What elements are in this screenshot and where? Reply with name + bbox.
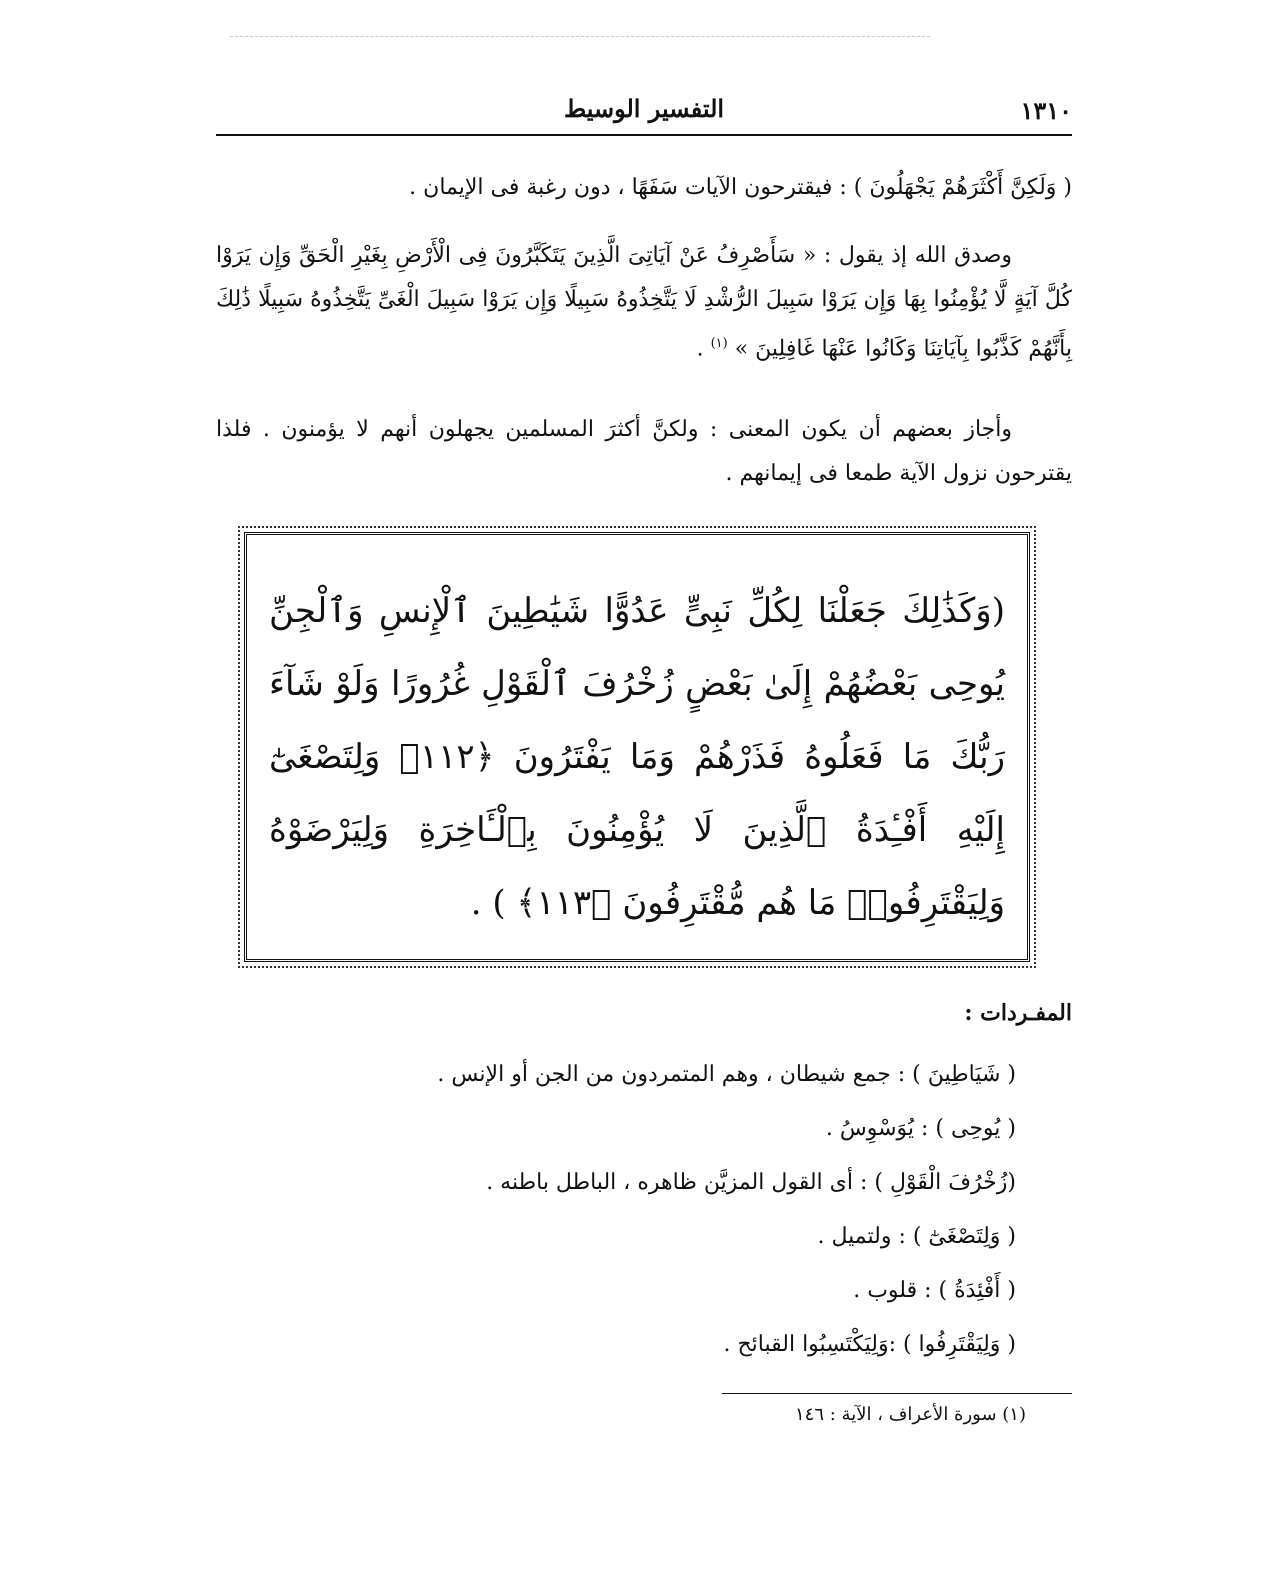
book-title: التفسير الوسيط: [563, 94, 725, 123]
paragraph-2-text: وصدق الله إذ يقول : « سَأَصْرِفُ عَنْ آيَاتِىَ الَّذِينَ يَتَكَبَّرُونَ فِى الْأَرْضِ بِغَيْرِ الْحَقِّ وَإِن يَرَوْا كُلَّ آيَةٍ لَّا يُؤْمِنُوا بِهَا وَإِن يَرَوْا سَبِيلَ الرُّشْدِ لَا يَتَّخِذُوهُ سَبِيلًا وَإِن يَرَوْا سَبِيلَ الْغَىِّ يَتَّخِذُوهُ سَبِيلًا ذَٰلِكَ بِأَنَّهُمْ كَذَّبُوا بِآيَاتِنَا وَكَانُوا عَنْهَا غَافِلِينَ »: [216, 243, 1072, 362]
vocabulary-item: ( شَيَاطِينَ ) : جمع شيطان ، وهم المتمردون من الجن أو الإنس .: [437, 1062, 1016, 1087]
page-number: ١٣١٠: [1020, 96, 1072, 125]
footnote-divider: [722, 1393, 1072, 1394]
paragraph-2: [216, 234, 1072, 371]
vocabulary-heading: المفـردات :: [964, 1000, 1072, 1026]
quran-verse-frame: [244, 532, 1030, 962]
vocabulary-item: ( وَلِتَصْغَىٰٓ ) : ولتميل .: [817, 1224, 1016, 1249]
footnote-reference: (١): [710, 336, 728, 351]
scan-artifact-line: [230, 36, 930, 37]
paragraph-2-end: .: [696, 336, 704, 362]
page-header: [216, 92, 1072, 136]
vocabulary-item: ( يُوحِى ) : يُوَسْوِسُ .: [825, 1116, 1016, 1141]
paragraph-3-text: وأجاز بعضهم أن يكون المعنى : ولكنَّ أكثرَ المسلمين يجهلون أنهم لا يؤمنون . فلذا يقترحون نزول الآية طمعا فى إيمانهم .: [216, 417, 1072, 486]
vocabulary-item: ( أَفْئِدَةُ ) : قلوب .: [853, 1278, 1016, 1303]
vocabulary-list: [216, 1048, 1016, 1372]
quran-verse-text: (وَكَذَٰلِكَ جَعَلْنَا لِكُلِّ نَبِىٍّ عَدُوًّا شَيَٰطِينَ ٱلْإِنسِ وَٱلْجِنِّ يُوحِى بَعْضُهُمْ إِلَىٰ بَعْضٍ زُخْرُفَ ٱلْقَوْلِ غُرُورًا وَلَوْ شَآءَ رَبُّكَ مَا فَعَلُوهُ فَذَرْهُمْ وَمَا يَفْتَرُونَ ﴿١١٢﴾ وَلِتَصْغَىٰٓ إِلَيْهِ أَفْـِٔدَةُ ٱلَّذِينَ لَا يُؤْمِنُونَ بِٱلْـَٔاخِرَةِ وَلِيَرْضَوْهُ وَلِيَقْتَرِفُوا۟ مَا هُم مُّقْتَرِفُونَ ﴿١١٣﴾ ) .: [269, 591, 1005, 923]
vocabulary-item: ( وَلِيَقْتَرِفُوا ) :وَلِيَكْتَسِبُوا القبائح .: [723, 1332, 1016, 1357]
vocabulary-item: (زُخْرُفَ الْقَوْلِ ) : أى القول المزيَّن ظاهره ، الباطل باطنه .: [486, 1170, 1016, 1195]
paragraph-3: [216, 408, 1072, 496]
footnote: (١) سورة الأعراف ، الآية : ١٤٦: [795, 1404, 1026, 1425]
paragraph-1-text: ( وَلَكِنَّ أَكْثَرَهُمْ يَجْهَلُونَ ) : فيقترحون الآيات سَفَهًا ، دون رغبة فى الإيمان .: [409, 175, 1072, 200]
paragraph-1: [216, 168, 1072, 208]
